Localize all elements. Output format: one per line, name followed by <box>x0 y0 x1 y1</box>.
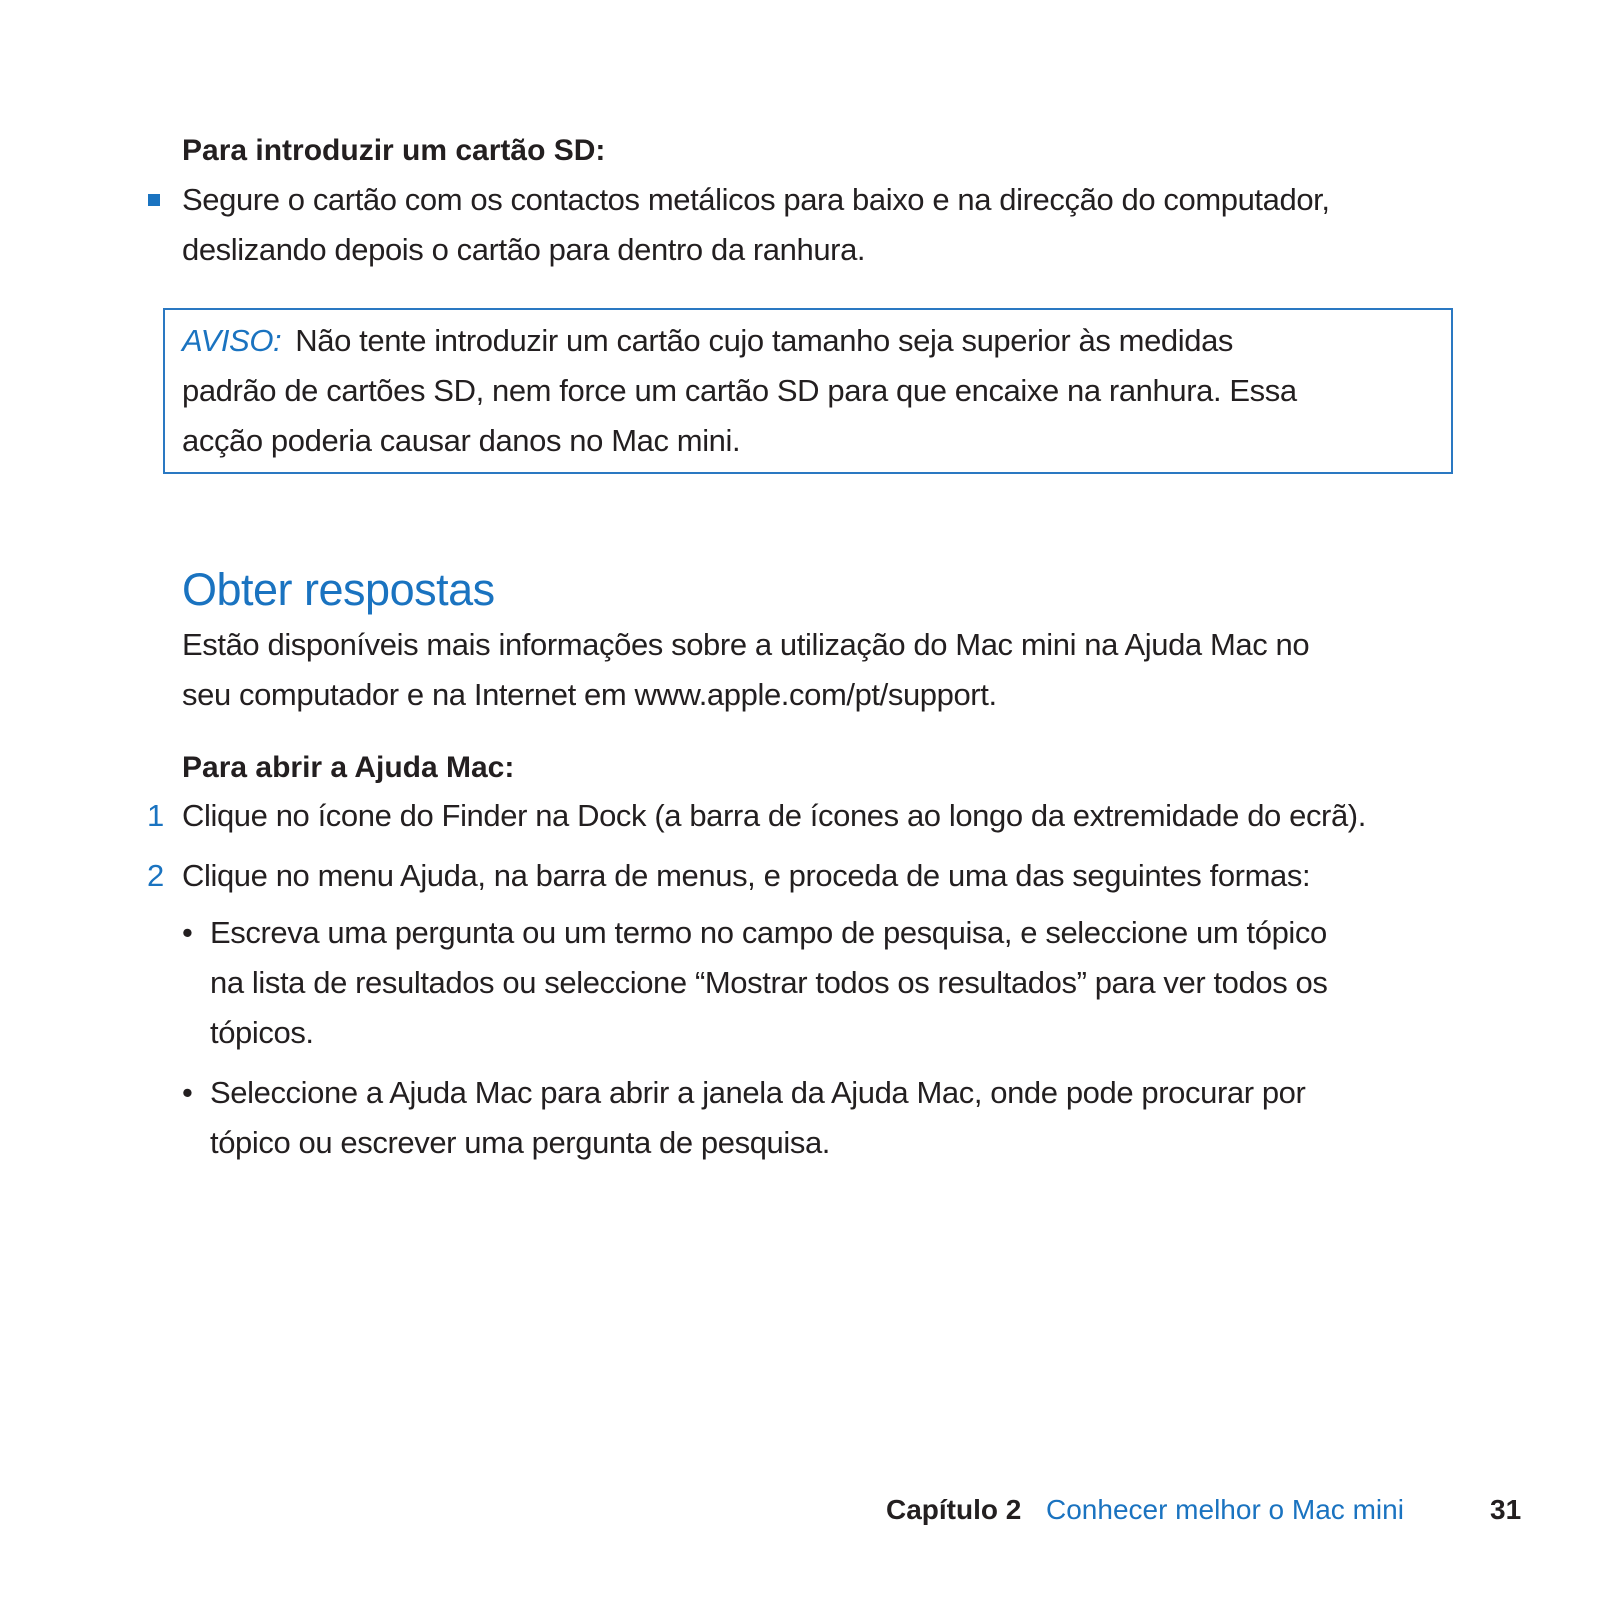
bullet-dot-icon: • <box>182 1075 193 1110</box>
warning-label: AVISO: <box>182 323 282 358</box>
step-item <box>147 851 1310 901</box>
section-title: Obter respostas <box>182 564 495 615</box>
square-bullet-icon <box>148 194 160 206</box>
sub-bullet-item <box>182 908 1472 1058</box>
answers-intro <box>182 620 1472 720</box>
intro-line: seu computador e na Internet em www.apple.com/pt/support. <box>182 677 997 712</box>
sd-instruction-line: deslizando depois o cartão para dentro da ranhura. <box>182 232 866 267</box>
warning-line: Não tente introduzir um cartão cujo tamanho seja superior às medidas <box>295 323 1234 358</box>
step-item <box>147 791 1366 841</box>
footer-chapter-title: Conhecer melhor o Mac mini <box>1046 1494 1404 1525</box>
sub-bullet-line: na lista de resultados ou seleccione “Mostrar todos os resultados” para ver todos os <box>210 965 1328 1000</box>
step-number: 2 <box>147 858 164 893</box>
page-number: 31 <box>1490 1494 1522 1525</box>
sd-insert-instruction <box>182 175 1472 275</box>
sub-bullet-line: tópicos. <box>210 1015 314 1050</box>
sub-bullet-line: tópico ou escrever uma pergunta de pesquisa. <box>210 1125 831 1160</box>
sub-bullet-line: Seleccione a Ajuda Mac para abrir a janela da Ajuda Mac, onde pode procurar por <box>210 1075 1306 1110</box>
warning-text <box>182 316 1442 466</box>
intro-line: Estão disponíveis mais informações sobre a utilização do Mac mini na Ajuda Mac no <box>182 627 1310 662</box>
open-help-heading: Para abrir a Ajuda Mac: <box>182 751 515 784</box>
sd-insert-heading: Para introduzir um cartão SD: <box>182 134 606 167</box>
page-footer <box>0 1490 1600 1530</box>
bullet-dot-icon: • <box>182 915 193 950</box>
step-number: 1 <box>147 798 164 833</box>
sd-instruction-line: Segure o cartão com os contactos metálicos para baixo e na direcção do computador, <box>182 182 1330 217</box>
warning-line: padrão de cartões SD, nem force um cartão SD para que encaixe na ranhura. Essa <box>182 373 1297 408</box>
step-text: Clique no menu Ajuda, na barra de menus, e proceda de uma das seguintes formas: <box>182 858 1311 893</box>
sub-bullet-item <box>182 1068 1472 1168</box>
footer-chapter: Capítulo 2 <box>886 1494 1022 1525</box>
step-text: Clique no ícone do Finder na Dock (a barra de ícones ao longo da extremidade do ecrã). <box>182 798 1366 833</box>
sub-bullet-line: Escreva uma pergunta ou um termo no campo de pesquisa, e seleccione um tópico <box>210 915 1327 950</box>
warning-line: acção poderia causar danos no Mac mini. <box>182 423 741 458</box>
